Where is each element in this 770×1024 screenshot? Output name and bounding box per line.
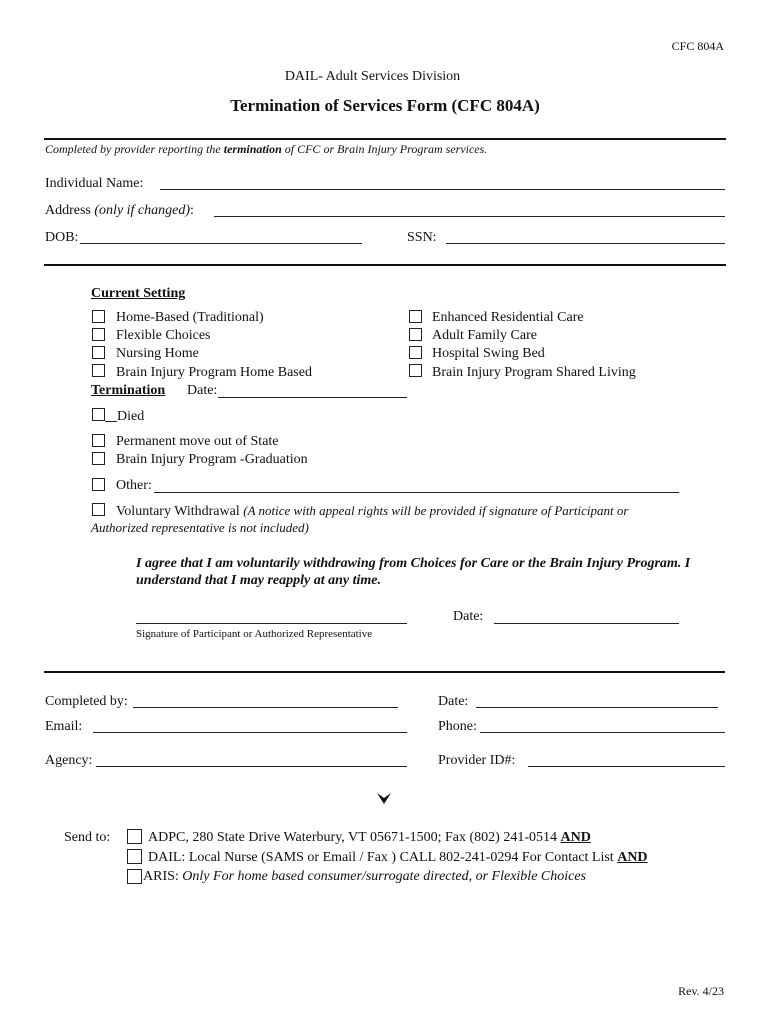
nursing-home-checkbox[interactable] (92, 346, 105, 359)
agreement-line-2: understand that I may reapply at any time. (136, 573, 382, 588)
bip-home-based-label: Brain Injury Program Home Based (116, 365, 312, 380)
completed-date-field[interactable] (476, 707, 718, 708)
dob-label: DOB: (45, 230, 79, 245)
home-based-checkbox[interactable] (92, 310, 105, 323)
flexible-choices-label: Flexible Choices (116, 328, 211, 343)
division-name: DAIL- Adult Services Division (284, 69, 461, 84)
aris-checkbox[interactable] (127, 869, 142, 884)
termination-date-label: Date: (187, 383, 218, 398)
hospital-swing-bed-label: Hospital Swing Bed (432, 346, 545, 361)
ssn-label: SSN: (407, 230, 437, 245)
bip-shared-living-checkbox[interactable] (409, 364, 422, 377)
agency-field[interactable] (96, 766, 407, 767)
completed-date-label: Date: (438, 694, 469, 709)
graduation-label: Brain Injury Program -Graduation (116, 452, 308, 467)
bip-home-based-checkbox[interactable] (92, 364, 105, 377)
hospital-swing-bed-checkbox[interactable] (409, 346, 422, 359)
other-label: Other: (116, 478, 152, 493)
adpc-checkbox[interactable] (127, 829, 142, 844)
died-underline (105, 421, 117, 422)
graduation-checkbox[interactable] (92, 452, 105, 465)
top-divider (44, 138, 726, 140)
individual-name-field[interactable] (160, 189, 725, 190)
other-field[interactable] (154, 492, 679, 493)
completed-by-field[interactable] (133, 707, 398, 708)
voluntary-withdrawal-label: Voluntary Withdrawal (A notice with appeal rights will be provided if signature of Participant or (116, 503, 629, 519)
individual-name-label: Individual Name: (45, 176, 144, 191)
voluntary-withdrawal-checkbox[interactable] (92, 503, 105, 516)
termination-date-field[interactable] (218, 397, 407, 398)
ssn-field[interactable] (446, 243, 725, 244)
enhanced-residential-checkbox[interactable] (409, 310, 422, 323)
signature-field[interactable] (136, 623, 407, 624)
section-divider-2 (44, 671, 725, 673)
agency-label: Agency: (45, 753, 93, 768)
intro-text: Completed by provider reporting the termination of CFC or Brain Injury Program services. (45, 142, 488, 156)
home-based-label: Home-Based (Traditional) (116, 310, 264, 325)
address-label: Address (only if changed): (45, 203, 194, 218)
adult-family-care-checkbox[interactable] (409, 328, 422, 341)
address-field[interactable] (214, 216, 725, 217)
dail-checkbox[interactable] (127, 849, 142, 864)
agreement-line-1: I agree that I am voluntarily withdrawing from Choices for Care or the Brain Injury Program. I (136, 556, 691, 571)
adpc-label: ADPC, 280 State Drive Waterbury, VT 05671-1500; Fax (802) 241-0514 AND (148, 830, 591, 845)
phone-label: Phone: (438, 719, 477, 734)
flexible-choices-checkbox[interactable] (92, 328, 105, 341)
provider-id-label: Provider ID#: (438, 753, 516, 768)
dail-label: DAIL: Local Nurse (SAMS or Email / Fax ) CALL 802-241-0294 For Contact List AND (148, 850, 648, 865)
died-checkbox[interactable] (92, 408, 105, 421)
permanent-move-label: Permanent move out of State (116, 434, 279, 449)
died-label: Died (117, 409, 145, 424)
termination-heading: Termination (91, 383, 166, 398)
page-title: Termination of Services Form (CFC 804A) (230, 96, 540, 115)
email-label: Email: (45, 719, 83, 734)
aris-label: ARIS: Only For home based consumer/surrogate directed, or Flexible Choices (143, 869, 587, 884)
phone-field[interactable] (480, 732, 725, 733)
arrow-down-icon (376, 792, 392, 806)
form-code: CFC 804A (671, 39, 724, 53)
permanent-move-checkbox[interactable] (92, 434, 105, 447)
signature-label: Signature of Participant or Authorized Representative (136, 628, 373, 640)
nursing-home-label: Nursing Home (116, 346, 199, 361)
voluntary-note-continued: Authorized representative is not included) (91, 520, 309, 535)
completed-by-label: Completed by: (45, 694, 128, 709)
provider-id-field[interactable] (528, 766, 725, 767)
signature-date-label: Date: (453, 609, 484, 624)
enhanced-residential-label: Enhanced Residential Care (432, 310, 584, 325)
email-field[interactable] (93, 732, 407, 733)
current-setting-heading: Current Setting (91, 286, 186, 301)
revision-label: Rev. 4/23 (678, 984, 724, 998)
bip-shared-living-label: Brain Injury Program Shared Living (432, 365, 636, 380)
dob-field[interactable] (80, 243, 362, 244)
other-checkbox[interactable] (92, 478, 105, 491)
send-to-label: Send to: (64, 830, 111, 845)
signature-date-field[interactable] (494, 623, 679, 624)
section-divider-1 (44, 264, 726, 266)
adult-family-care-label: Adult Family Care (432, 328, 537, 343)
